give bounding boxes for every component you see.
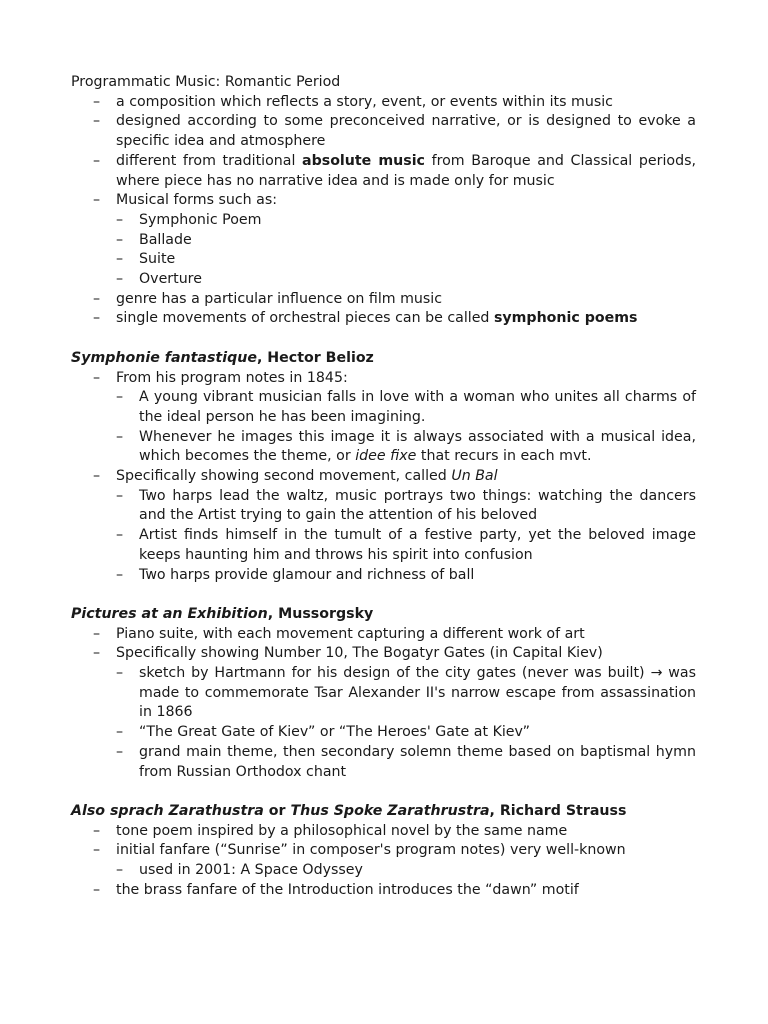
sub-list-item: – grand main theme, then secondary solemn theme based on baptismal hymn from Russian Orthodox chant (116, 743, 696, 780)
list-item: – Specifically showing second movement, called Un Bal – Two harps lead the waltz, music portrays two things: watching the dancers and the Artist trying to gain the attention of his beloved – Artist finds himself in the tumult of a festive party, yet the beloved image keeps haunting him and throws his spirit into confusion – Two harps provide glamour and richness of ball (71, 467, 696, 585)
sub-list (116, 211, 696, 290)
sub-list (116, 861, 696, 881)
sub-list (116, 388, 696, 467)
sub-list-item: – Artist finds himself in the tumult of a festive party, yet the beloved image keeps haunting him and throws his spirit into confusion (116, 527, 696, 563)
list-item: – designed according to some preconceived narrative, or is designed to evoke a specific idea and atmosphere (93, 113, 696, 150)
section-programmatic-music (71, 73, 696, 329)
list-item: – a composition which reflects a story, event, or events within its music (93, 93, 613, 110)
section-heading: Programmatic Music: Romantic Period (71, 74, 341, 90)
section-also-sprach-zarathustra (71, 802, 696, 901)
sub-list-item: – “The Great Gate of Kiev” or “The Heroes' Gate at Kiev” (116, 724, 531, 741)
sub-list-item: – Two harps lead the waltz, music portrays two things: watching the dancers and the Artist trying to gain the attention of his beloved (116, 487, 696, 524)
list-item: – tone poem inspired by a philosophical novel by the same name (93, 822, 568, 839)
sub-list-item: – Overture (116, 271, 202, 288)
section-heading: Symphonie fantastique, Hector Belioz (71, 349, 374, 366)
list-item: – Specifically showing Number 10, The Bogatyr Gates (in Capital Kiev) – sketch by Hartmann for his design of the city gates (never was built) → was made to commemorate Tsar Alexander II's narrow escape from assassination in 1866 – “The Great Gate of Kiev” or “The Heroes' Gate at Kiev” – grand main theme, then secondary solemn theme based on baptismal hymn from Russian Orthodox chant (71, 644, 696, 782)
sub-list-item: – Symphonic Poem (116, 211, 262, 228)
list-item: – different from traditional absolute music from Baroque and Classical periods, where piece has no narrative idea and is made only for music (93, 152, 696, 189)
sub-list-item: – A young vibrant musician falls in love with a woman who unites all charms of the ideal person he has been imagining. (116, 389, 696, 425)
sub-list-item: – Two harps provide glamour and richness of ball (116, 566, 475, 583)
sub-list-item: – sketch by Hartmann for his design of the city gates (never was built) → was made to commemorate Tsar Alexander II's narrow escape from assassination in 1866 (116, 665, 696, 721)
list-item: – Musical forms such as: – Symphonic Poem – Ballade – Suite – Overture (71, 191, 696, 290)
section-heading: Also sprach Zarathustra or Thus Spoke Zarathrustra, Richard Strauss (71, 802, 627, 819)
sub-list (116, 487, 696, 586)
sub-list-item: – used in 2001: A Space Odyssey (116, 862, 363, 879)
section-heading: Pictures at an Exhibition, Mussorgsky (71, 605, 374, 622)
bold-term: symphonic poems (493, 310, 638, 327)
document-page (71, 73, 696, 920)
list-item: – initial fanfare (“Sunrise” in composer's program notes) very well-known – used in 2001: A Space Odyssey (71, 841, 696, 880)
list-item: – Piano suite, with each movement capturing a different work of art (93, 625, 585, 642)
bullet-list (71, 822, 696, 901)
list-item: – single movements of orchestral pieces can be called symphonic poems (93, 310, 638, 327)
list-item: – genre has a particular influence on film music (93, 290, 443, 307)
sub-list-item: – Suite (116, 251, 176, 268)
sub-list-item: – Ballade (116, 231, 192, 248)
sub-list (116, 664, 696, 782)
list-item: – From his program notes in 1845: – A young vibrant musician falls in love with a woman who unites all charms of the ideal person he has been imagining. – Whenever he images this image it is always associated with a musical idea, which becomes the theme, or idee fixe that recurs in each mvt. (71, 369, 696, 468)
section-pictures-at-an-exhibition (71, 605, 696, 782)
list-item: – the brass fanfare of the Introduction introduces the “dawn” motif (93, 881, 579, 898)
section-symphonie-fantastique (71, 349, 696, 585)
sub-list-item: – Whenever he images this image it is always associated with a musical idea, which becomes the theme, or idee fixe that recurs in each mvt. (116, 428, 696, 465)
bullet-list (71, 93, 696, 329)
bullet-list (71, 369, 696, 586)
bold-term: absolute music (302, 152, 425, 169)
bullet-list (71, 625, 696, 783)
